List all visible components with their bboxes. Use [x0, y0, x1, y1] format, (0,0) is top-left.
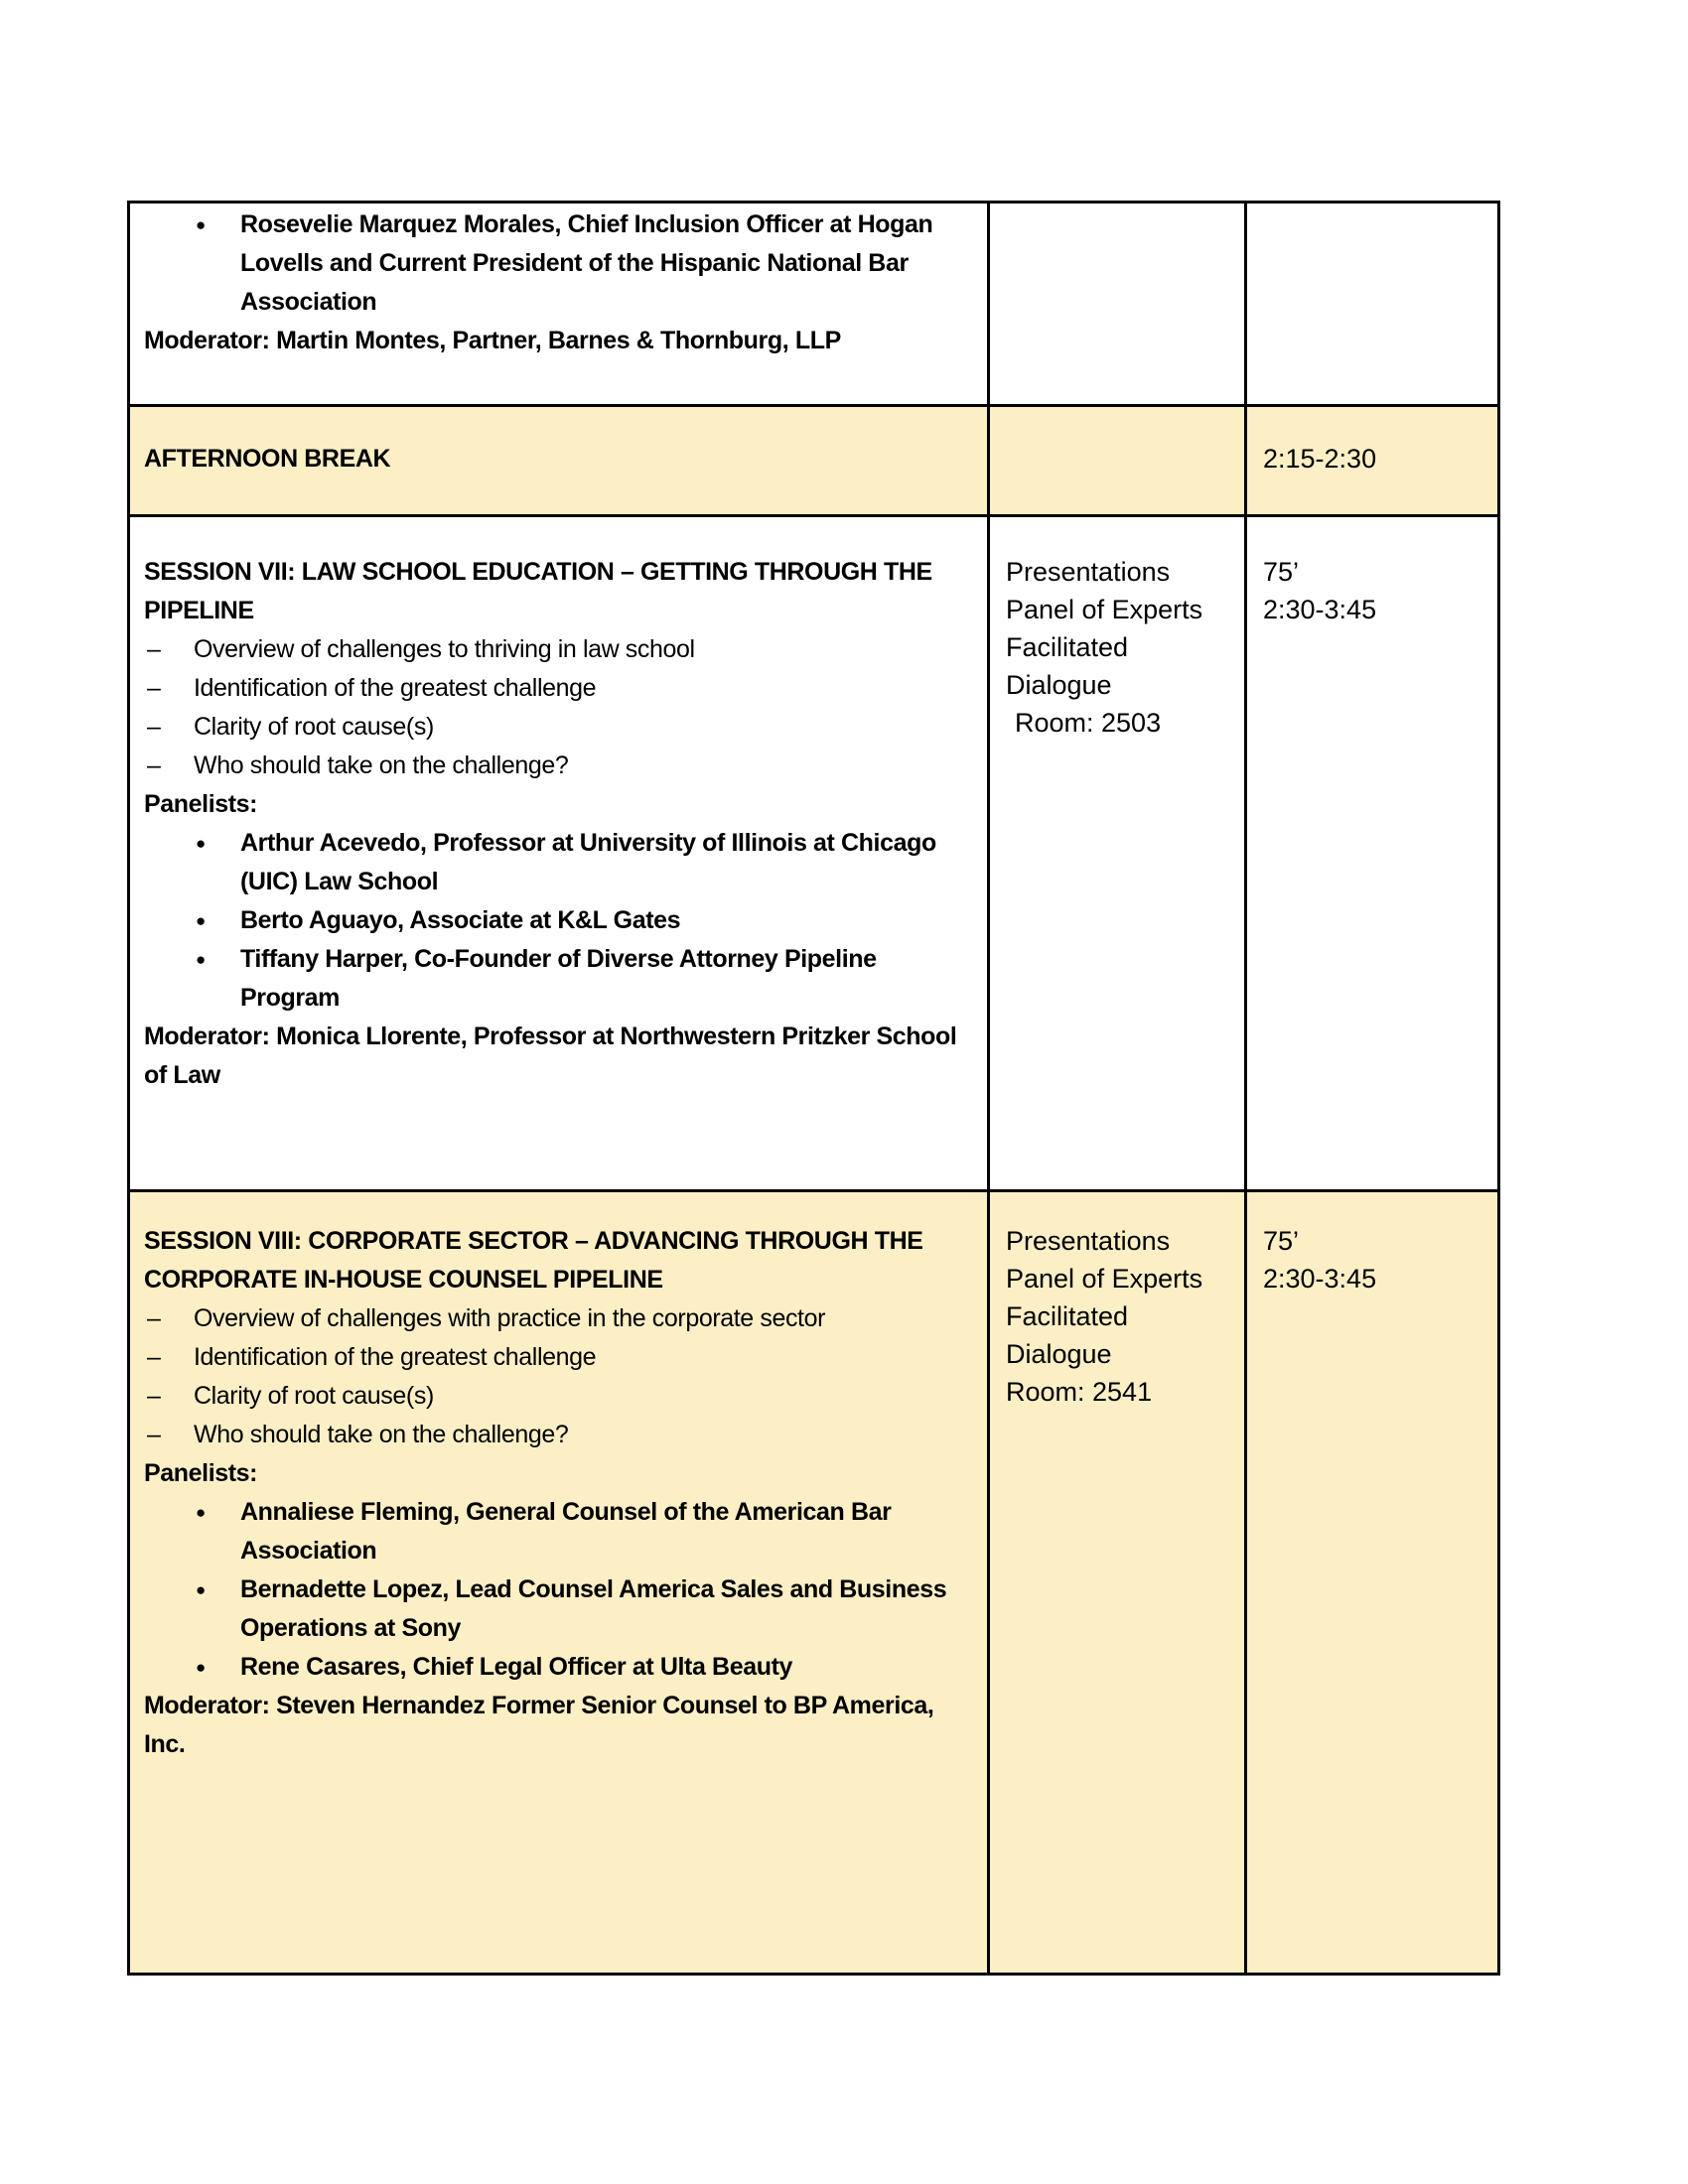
- continued-time: [1247, 204, 1497, 247]
- dash-icon: –: [147, 635, 161, 663]
- session-vii-format: [990, 517, 1244, 750]
- list-item: [144, 747, 973, 785]
- bullet-icon: ●: [196, 1580, 206, 1599]
- panelists-label: Panelists:: [144, 790, 258, 818]
- format-line: Presentations: [1006, 1226, 1171, 1256]
- moderator-line: Moderator: Steven Hernandez Former Senior Counsel to BP America, Inc.: [144, 1692, 934, 1758]
- cell-session-vii-time: [1246, 516, 1499, 1191]
- session-vii-time: [1247, 517, 1497, 636]
- break-time: 2:15-2:30: [1263, 444, 1377, 474]
- format-line: Facilitated: [1006, 632, 1129, 662]
- bullet-icon: ●: [196, 911, 206, 930]
- list-item: [144, 205, 973, 322]
- cell-continued-time: [1246, 203, 1499, 406]
- panelist-text: Annaliese Fleming, General Counsel of the American Bar Association: [240, 1498, 892, 1565]
- cell-break-title: [129, 406, 989, 516]
- panelist-text: Arthur Acevedo, Professor at University of Illinois at Chicago (UIC) Law School: [240, 829, 936, 895]
- list-item: [144, 901, 973, 940]
- cell-session-vii-description: [129, 516, 989, 1191]
- list-item: [144, 1299, 973, 1338]
- list-item: [144, 1377, 973, 1416]
- list-item: [144, 1570, 973, 1648]
- room-label: Room: 2503: [1015, 708, 1162, 738]
- break-format: [990, 407, 1244, 451]
- session-title: SESSION VII: LAW SCHOOL EDUCATION – GETTING THROUGH THE PIPELINE: [144, 558, 932, 624]
- moderator-line: Moderator: Monica Llorente, Professor at Northwestern Pritzker School of Law: [144, 1023, 957, 1089]
- duration-label: 75’: [1263, 557, 1300, 587]
- list-item: [144, 1493, 973, 1570]
- topic-text: Overview of challenges with practice in the corporate sector: [194, 1304, 826, 1332]
- table-row-session-viii: [129, 1191, 1499, 1975]
- session-vii-panelist-list: [144, 824, 973, 1018]
- bullet-icon: ●: [196, 1658, 206, 1677]
- session-viii-time: [1247, 1192, 1497, 1305]
- format-line: Dialogue: [1006, 670, 1112, 700]
- time-range: 2:30-3:45: [1263, 1264, 1377, 1294]
- bullet-icon: ●: [196, 215, 206, 234]
- break-title: AFTERNOON BREAK: [144, 445, 391, 473]
- cell-continued-description: [129, 203, 989, 406]
- duration-label: 75’: [1263, 1226, 1300, 1256]
- table-row-afternoon-break: [129, 406, 1499, 516]
- dash-icon: –: [147, 751, 161, 779]
- topic-text: Clarity of root cause(s): [194, 713, 434, 741]
- cell-session-viii-description: [129, 1191, 989, 1975]
- panelist-text: Rosevelie Marquez Morales, Chief Inclusion Officer at Hogan Lovells and Current President of the Hispanic National Bar Association: [240, 210, 933, 316]
- moderator-line: Moderator: Martin Montes, Partner, Barnes & Thornburg, LLP: [144, 327, 841, 354]
- dash-icon: –: [147, 713, 161, 741]
- cell-continued-format: [989, 203, 1246, 406]
- panelist-text: Tiffany Harper, Co-Founder of Diverse Attorney Pipeline Program: [240, 945, 877, 1012]
- bullet-icon: ●: [196, 1503, 206, 1522]
- format-line: Panel of Experts: [1006, 595, 1203, 624]
- format-line: Facilitated: [1006, 1301, 1129, 1331]
- cell-session-viii-time: [1246, 1191, 1499, 1975]
- dash-icon: –: [147, 1343, 161, 1371]
- dash-icon: –: [147, 1382, 161, 1410]
- topic-text: Who should take on the challenge?: [194, 1421, 569, 1448]
- table-row-session-vii: [129, 516, 1499, 1191]
- list-item: [144, 630, 973, 669]
- list-item: [144, 669, 973, 708]
- bullet-icon: ●: [196, 950, 206, 969]
- list-item: [144, 940, 973, 1018]
- bullet-icon: ●: [196, 834, 206, 853]
- list-item: [144, 1338, 973, 1377]
- panelist-text: Bernadette Lopez, Lead Counsel America Sales and Business Operations at Sony: [240, 1575, 947, 1642]
- format-line: Dialogue: [1006, 1339, 1112, 1369]
- session-viii-format: [990, 1192, 1244, 1419]
- dash-icon: –: [147, 1304, 161, 1332]
- session-viii-description: [130, 1192, 987, 1772]
- session-vii-topic-list: [144, 630, 973, 785]
- list-item: [144, 1648, 973, 1687]
- list-item: [144, 1416, 973, 1454]
- list-item: [144, 708, 973, 747]
- cell-session-viii-format: [989, 1191, 1246, 1975]
- topic-text: Identification of the greatest challenge: [194, 1343, 597, 1371]
- panelist-text: Rene Casares, Chief Legal Officer at Ulta Beauty: [240, 1653, 792, 1681]
- dash-icon: –: [147, 1421, 161, 1448]
- room-label: Room: 2541: [1006, 1377, 1153, 1407]
- continued-format: [990, 204, 1244, 247]
- session-viii-panelist-list: [144, 1493, 973, 1687]
- agenda-table: [127, 201, 1500, 1976]
- continued-description: [130, 204, 987, 368]
- dash-icon: –: [147, 674, 161, 702]
- time-range: 2:30-3:45: [1263, 595, 1377, 624]
- cell-break-format: [989, 406, 1246, 516]
- topic-text: Overview of challenges to thriving in law school: [194, 635, 695, 663]
- session-title: SESSION VIII: CORPORATE SECTOR – ADVANCING THROUGH THE CORPORATE IN-HOUSE COUNSEL PIPELINE: [144, 1227, 923, 1294]
- format-line: Presentations: [1006, 557, 1171, 587]
- session-vii-description: [130, 517, 987, 1103]
- session-viii-topic-list: [144, 1299, 973, 1454]
- cell-session-vii-format: [989, 516, 1246, 1191]
- format-line: Panel of Experts: [1006, 1264, 1203, 1294]
- topic-text: Clarity of root cause(s): [194, 1382, 434, 1410]
- cell-break-time: [1246, 406, 1499, 516]
- topic-text: Identification of the greatest challenge: [194, 674, 597, 702]
- table-row-session-continued: [129, 203, 1499, 406]
- panelist-text: Berto Aguayo, Associate at K&L Gates: [240, 906, 681, 934]
- topic-text: Who should take on the challenge?: [194, 751, 569, 779]
- panelists-label: Panelists:: [144, 1459, 258, 1487]
- continued-panelist-list: [144, 205, 973, 322]
- list-item: [144, 824, 973, 901]
